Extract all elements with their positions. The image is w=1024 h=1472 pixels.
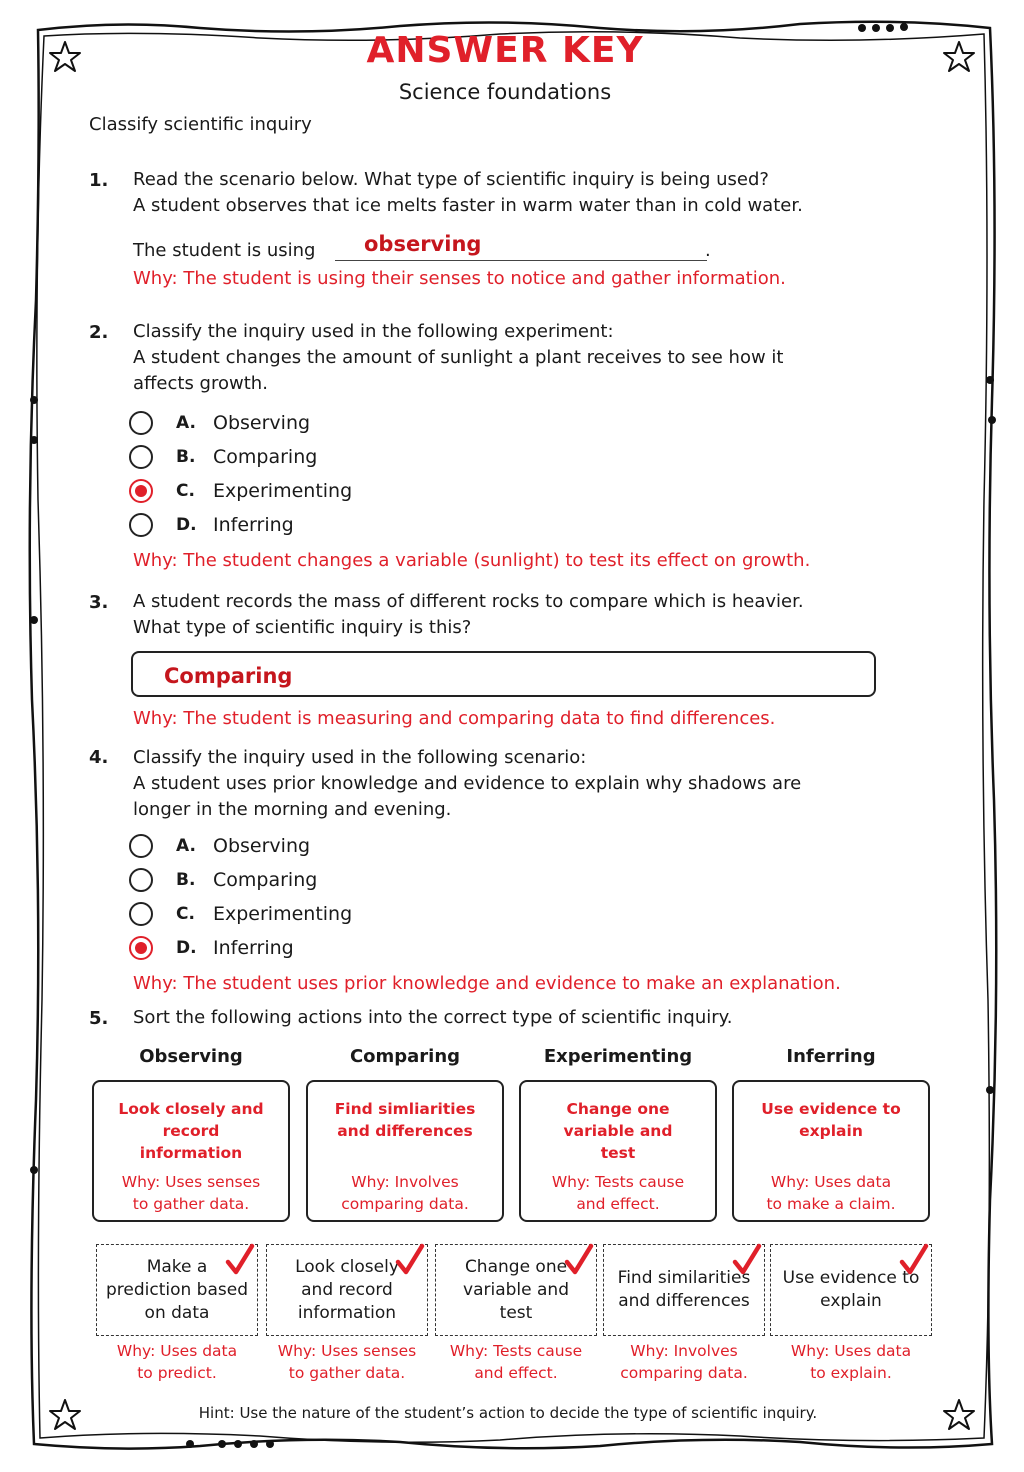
radio-button[interactable] <box>129 902 153 926</box>
category-why: Why: Uses data to make a claim. <box>766 1173 896 1213</box>
question-4-text <box>133 745 893 823</box>
sort-card[interactable] <box>603 1244 765 1336</box>
option-label: Inferring <box>213 937 294 959</box>
topic-label: Classify scientific inquiry <box>89 114 312 135</box>
question-line: Classify the inquiry used in the following scenario: <box>133 747 587 768</box>
q2-option-b[interactable] <box>129 443 317 471</box>
checkmark-icon <box>899 1243 929 1277</box>
q1-end-period: . <box>705 240 711 261</box>
card-text: Find similarities and differences <box>617 1268 751 1311</box>
q4-option-a[interactable] <box>129 832 310 860</box>
option-letter: B. <box>176 447 196 467</box>
question-line: A student observes that ice melts faster in warm water than in cold water. <box>133 195 803 216</box>
q4-option-c[interactable] <box>129 900 352 928</box>
question-number: 5. <box>89 1008 109 1029</box>
category-answer: Look closely and record information <box>118 1100 264 1162</box>
question-5-text: Sort the following actions into the correct type of scientific inquiry. <box>133 1007 733 1028</box>
page-subtitle: Science foundations <box>398 80 612 104</box>
category-answer: Find simliarities and differences <box>334 1100 476 1140</box>
page-title: ANSWER KEY <box>366 30 644 71</box>
checkmark-icon <box>564 1243 594 1277</box>
option-label: Experimenting <box>213 903 353 925</box>
card-text: Look closely and record information <box>295 1256 399 1323</box>
question-number: 1. <box>89 170 109 191</box>
sort-card[interactable] <box>96 1244 258 1336</box>
option-letter: D. <box>176 938 197 958</box>
category-why: Why: Uses senses to gather data. <box>121 1173 261 1213</box>
option-label: Observing <box>213 835 311 857</box>
category-why: Why: Tests cause and effect. <box>551 1173 685 1213</box>
q1-why: Why: The student is using their senses to notice and gather information. <box>133 268 786 289</box>
q4-option-b[interactable] <box>129 866 317 894</box>
q2-option-d[interactable] <box>129 511 294 539</box>
q1-prompt: The student is using <box>133 240 316 261</box>
option-letter: C. <box>176 481 195 501</box>
category-box-observing[interactable] <box>92 1080 290 1222</box>
question-line: longer in the morning and evening. <box>133 799 452 820</box>
card-why: Why: Uses data to explain. <box>790 1342 912 1382</box>
question-number: 4. <box>89 747 109 768</box>
question-line: A student uses prior knowledge and evidence to explain why shadows are <box>133 773 802 794</box>
category-box-comparing[interactable] <box>306 1080 504 1222</box>
radio-button[interactable] <box>129 411 153 435</box>
sort-card[interactable] <box>770 1244 932 1336</box>
category-heading: Comparing <box>349 1046 461 1067</box>
option-letter: C. <box>176 904 195 924</box>
radio-button[interactable] <box>129 868 153 892</box>
card-why: Why: Involves comparing data. <box>620 1342 748 1382</box>
card-text: Use evidence to explain <box>782 1268 920 1311</box>
card-text: Make a prediction based on data <box>105 1256 248 1323</box>
option-letter: A. <box>176 413 196 433</box>
radio-button[interactable] <box>129 445 153 469</box>
category-answer: Use evidence to explain <box>761 1100 901 1140</box>
q2-option-c[interactable] <box>129 477 352 505</box>
option-letter: D. <box>176 515 197 535</box>
q2-option-a[interactable] <box>129 409 310 437</box>
question-line: A student records the mass of different rocks to compare which is heavier. <box>133 591 804 612</box>
option-label: Experimenting <box>213 480 353 502</box>
category-answer: Change one variable and test <box>563 1100 673 1162</box>
q4-why: Why: The student uses prior knowledge and evidence to make an explanation. <box>133 973 841 994</box>
option-label: Comparing <box>213 869 318 891</box>
q4-option-d[interactable] <box>129 934 294 962</box>
checkmark-icon <box>395 1243 425 1277</box>
card-why: Why: Tests cause and effect. <box>449 1342 583 1382</box>
question-3-text <box>133 589 893 641</box>
q3-answer: Comparing <box>164 664 293 688</box>
q3-why: Why: The student is measuring and comparing data to find differences. <box>133 708 776 729</box>
question-line: Read the scenario below. What type of scientific inquiry is being used? <box>133 169 769 190</box>
checkmark-icon <box>732 1243 762 1277</box>
category-heading: Experimenting <box>543 1046 693 1067</box>
sort-card[interactable] <box>435 1244 597 1336</box>
card-why: Why: Uses data to predict. <box>116 1342 238 1382</box>
category-heading: Observing <box>139 1046 243 1067</box>
question-1-text <box>133 167 893 219</box>
question-2-text <box>133 319 893 397</box>
radio-button[interactable] <box>129 513 153 537</box>
q1-answer: observing <box>364 232 482 256</box>
answer-blank <box>335 260 707 261</box>
option-label: Inferring <box>213 514 294 536</box>
category-box-inferring[interactable] <box>732 1080 930 1222</box>
option-label: Observing <box>213 412 311 434</box>
option-letter: A. <box>176 836 196 856</box>
question-line: A student changes the amount of sunlight a plant receives to see how it <box>133 347 784 368</box>
q2-why: Why: The student changes a variable (sunlight) to test its effect on growth. <box>133 550 811 571</box>
category-why: Why: Involves comparing data. <box>341 1173 469 1213</box>
question-line: Classify the inquiry used in the following experiment: <box>133 321 614 342</box>
question-line: What type of scientific inquiry is this? <box>133 617 472 638</box>
category-box-experimenting[interactable] <box>519 1080 717 1222</box>
card-why: Why: Uses senses to gather data. <box>277 1342 417 1382</box>
checkmark-icon <box>225 1243 255 1277</box>
category-heading: Inferring <box>786 1046 876 1067</box>
option-label: Comparing <box>213 446 318 468</box>
question-number: 2. <box>89 322 109 343</box>
radio-button-selected[interactable] <box>129 479 153 503</box>
hint-text: Hint: Use the nature of the student’s action to decide the type of scientific inquiry. <box>198 1404 818 1422</box>
sort-card[interactable] <box>266 1244 428 1336</box>
question-number: 3. <box>89 592 109 613</box>
radio-button[interactable] <box>129 834 153 858</box>
radio-button-selected[interactable] <box>129 936 153 960</box>
option-letter: B. <box>176 870 196 890</box>
card-text: Change one variable and test <box>463 1256 569 1323</box>
question-line: affects growth. <box>133 373 268 394</box>
